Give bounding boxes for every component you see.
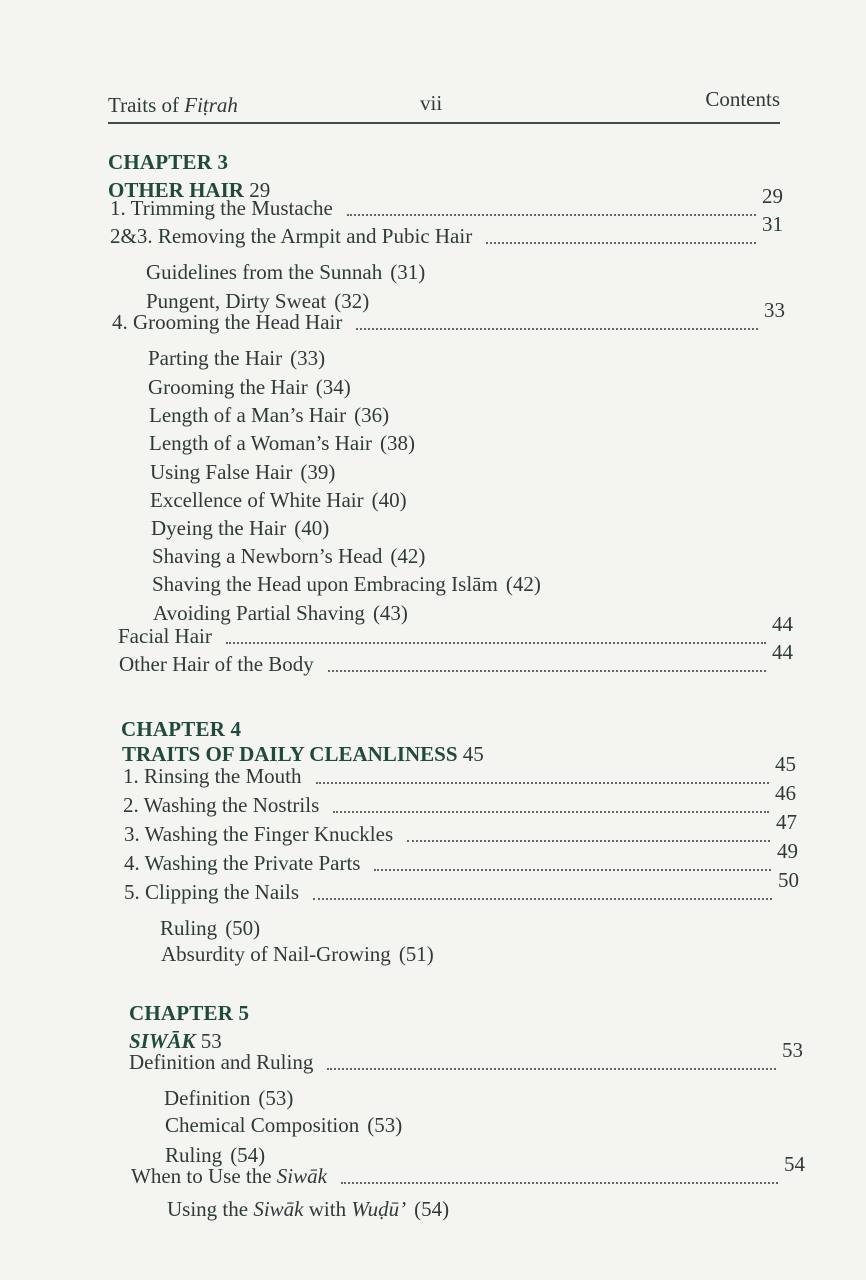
toc-subentry[interactable]: Grooming the Hair (34): [148, 375, 351, 399]
toc-subentry[interactable]: Excellence of White Hair (40): [150, 488, 407, 512]
toc-subentry[interactable]: Ruling (54): [165, 1143, 266, 1167]
toc-entry[interactable]: Other Hair of the Body 44: [119, 640, 793, 676]
toc-entry[interactable]: 3. Washing the Finger Knuckles 47: [124, 810, 797, 846]
toc-subentry[interactable]: Pungent, Dirty Sweat (32): [146, 289, 370, 313]
toc-entry[interactable]: 2&3. Removing the Armpit and Pubic Hair 31: [110, 212, 783, 248]
toc-entry[interactable]: 2. Washing the Nostrils 46: [123, 781, 796, 817]
running-head: [108, 88, 780, 124]
toc-subentry[interactable]: Ruling (50): [160, 916, 261, 940]
toc-entry[interactable]: 1. Rinsing the Mouth 45: [123, 752, 796, 788]
toc-entry[interactable]: 1. Trimming the Mustache 29: [110, 184, 783, 220]
toc-subentry[interactable]: Length of a Woman’s Hair (38): [149, 431, 416, 455]
toc-subentry[interactable]: Absurdity of Nail-Growing (51): [161, 942, 434, 966]
toc-subentry[interactable]: Definition (53): [164, 1086, 294, 1110]
toc-subentry[interactable]: Using False Hair (39): [150, 460, 336, 484]
toc-subentry[interactable]: Avoiding Partial Shaving (43): [153, 601, 408, 625]
chapter-heading: CHAPTER 5: [129, 1001, 250, 1025]
running-head-title: Traits of Fiṭrah: [108, 93, 238, 117]
toc-subentry[interactable]: Dyeing the Hair (40): [151, 516, 330, 540]
toc-subentry[interactable]: Guidelines from the Sunnah (31): [146, 260, 426, 284]
toc-subentry[interactable]: Length of a Man’s Hair (36): [149, 403, 390, 427]
toc-entry[interactable]: 4. Grooming the Head Hair 33: [112, 298, 785, 334]
toc-entry[interactable]: Facial Hair 44: [118, 612, 793, 648]
chapter-title: TRAITS OF DAILY CLEANLINESS 45: [122, 742, 484, 766]
toc-entry[interactable]: 5. Clipping the Nails 50: [124, 868, 799, 904]
chapter-title: OTHER HAIR 29: [108, 178, 271, 202]
toc-entry[interactable]: When to Use the Siwāk 54: [131, 1152, 805, 1188]
toc-subentry[interactable]: Using the Siwāk with Wuḍū’ (54): [167, 1197, 450, 1221]
toc-subentry[interactable]: Parting the Hair (33): [148, 346, 326, 370]
toc-entry[interactable]: 4. Washing the Private Parts 49: [124, 839, 798, 875]
chapter-heading: CHAPTER 3: [108, 150, 229, 174]
chapter-heading: CHAPTER 4: [121, 717, 242, 741]
toc-subentry[interactable]: Chemical Composition (53): [165, 1113, 403, 1137]
page-number: vii: [420, 91, 443, 115]
toc-subentry[interactable]: Shaving the Head upon Embracing Islām (42): [152, 572, 541, 596]
toc-entry[interactable]: Definition and Ruling 53: [129, 1038, 803, 1074]
toc-subentry[interactable]: Shaving a Newborn’s Head (42): [152, 544, 426, 568]
running-head-section: Contents: [705, 87, 780, 111]
chapter-title: SIWĀK 53: [129, 1029, 222, 1053]
